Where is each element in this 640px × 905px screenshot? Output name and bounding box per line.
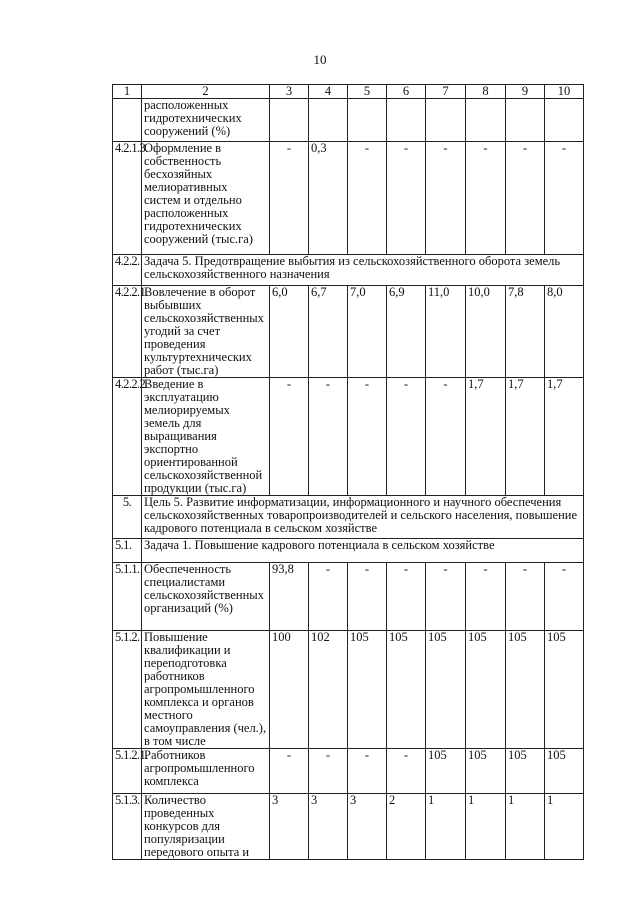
- table-row: [113, 286, 584, 378]
- value-cell: 3: [309, 794, 348, 860]
- column-number: 7: [426, 85, 466, 99]
- row-code: 5.1.2.: [113, 631, 142, 749]
- value-cell: -: [387, 142, 426, 255]
- table-row: [113, 563, 584, 631]
- table-row: [113, 631, 584, 749]
- indicator-name: Введение в эксплуатацию мелиорируемых земель для выращивания экспортно ориентированной сельскохозяйственной продукции (тыс.га): [142, 378, 270, 496]
- table-row: [113, 99, 584, 142]
- value-cell: -: [387, 749, 426, 794]
- value-cell: -: [426, 142, 466, 255]
- value-cell: -: [506, 142, 545, 255]
- task-heading: Задача 1. Повышение кадрового потенциала в сельском хозяйстве: [142, 539, 584, 563]
- value-cell: -: [348, 142, 387, 255]
- value-cell: 7,0: [348, 286, 387, 378]
- value-cell: 105: [387, 631, 426, 749]
- column-number: 1: [113, 85, 142, 99]
- goal-heading: Цель 5. Развитие информатизации, информационного и научного обеспечения сельскохозяйственных товаропроизводителей и сельского населения, повышение кадрового потенциала в сельском хозяйстве: [142, 496, 584, 539]
- column-number: 5: [348, 85, 387, 99]
- value-cell: 6,0: [270, 286, 309, 378]
- value-cell: -: [387, 563, 426, 631]
- row-code: 4.2.2.1.: [113, 286, 142, 378]
- value-cell: 1,7: [506, 378, 545, 496]
- value-cell: 100: [270, 631, 309, 749]
- row-code: 5.: [113, 496, 142, 539]
- value-cell: 6,9: [387, 286, 426, 378]
- table-row: [113, 749, 584, 794]
- value-cell: -: [387, 378, 426, 496]
- row-code: 5.1.3.: [113, 794, 142, 860]
- value-cell: -: [270, 142, 309, 255]
- indicator-name: Количество проведенных конкурсов для популяризации передового опыта и: [142, 794, 270, 860]
- indicator-name: Оформление в собственность бесхозяйных мелиоративных систем и отдельно расположенных гидротехнических сооружений (тыс.га): [142, 142, 270, 255]
- value-cell: -: [545, 142, 584, 255]
- table-row: [113, 794, 584, 860]
- row-code: [113, 99, 142, 142]
- column-number: 10: [545, 85, 584, 99]
- indicator-name: Обеспеченность специалистами сельскохозяйственных организаций (%): [142, 563, 270, 631]
- value-cell: -: [309, 378, 348, 496]
- column-number: 9: [506, 85, 545, 99]
- value-cell: 11,0: [426, 286, 466, 378]
- value-cell: 6,7: [309, 286, 348, 378]
- indicator-name: Вовлечение в оборот выбывших сельскохозяйственных угодий за счет проведения культуртехнических работ (тыс.га): [142, 286, 270, 378]
- value-cell: 1: [545, 794, 584, 860]
- value-cell: -: [309, 749, 348, 794]
- value-cell: 0,3: [309, 142, 348, 255]
- value-cell: [466, 99, 506, 142]
- value-cell: 105: [506, 749, 545, 794]
- value-cell: 93,8: [270, 563, 309, 631]
- column-number: 3: [270, 85, 309, 99]
- value-cell: [387, 99, 426, 142]
- value-cell: -: [348, 563, 387, 631]
- value-cell: -: [506, 563, 545, 631]
- value-cell: 1: [466, 794, 506, 860]
- value-cell: -: [426, 378, 466, 496]
- value-cell: [426, 99, 466, 142]
- column-number: 6: [387, 85, 426, 99]
- value-cell: 105: [348, 631, 387, 749]
- value-cell: [309, 99, 348, 142]
- row-code: 4.2.2.2.: [113, 378, 142, 496]
- value-cell: -: [466, 142, 506, 255]
- value-cell: 105: [545, 749, 584, 794]
- value-cell: 1: [506, 794, 545, 860]
- table-row: [113, 539, 584, 563]
- row-code: 4.2.2.: [113, 255, 142, 286]
- table-row: [113, 378, 584, 496]
- value-cell: 1: [426, 794, 466, 860]
- value-cell: 105: [426, 749, 466, 794]
- value-cell: 3: [270, 794, 309, 860]
- row-code: 5.1.: [113, 539, 142, 563]
- column-number: 4: [309, 85, 348, 99]
- value-cell: 105: [466, 749, 506, 794]
- row-code: 5.1.2.1.: [113, 749, 142, 794]
- value-cell: [506, 99, 545, 142]
- value-cell: 8,0: [545, 286, 584, 378]
- value-cell: 3: [348, 794, 387, 860]
- indicator-name: Работников агропромышленного комплекса: [142, 749, 270, 794]
- value-cell: 2: [387, 794, 426, 860]
- value-cell: [545, 99, 584, 142]
- indicators-table: [112, 84, 584, 860]
- table-row: [113, 496, 584, 539]
- value-cell: -: [348, 378, 387, 496]
- value-cell: 7,8: [506, 286, 545, 378]
- indicator-name: расположенных гидротехнических сооружений (%): [142, 99, 270, 142]
- page-number: 10: [313, 52, 327, 67]
- value-cell: 102: [309, 631, 348, 749]
- value-cell: -: [466, 563, 506, 631]
- row-code: 4.2.1.3.: [113, 142, 142, 255]
- value-cell: [348, 99, 387, 142]
- column-number: 2: [142, 85, 270, 99]
- value-cell: [270, 99, 309, 142]
- indicator-name: Повышение квалификации и переподготовка работников агропромышленного комплекса и органов местного самоуправления (чел.), в том числе: [142, 631, 270, 749]
- value-cell: 105: [545, 631, 584, 749]
- value-cell: -: [309, 563, 348, 631]
- column-numbers-row: [113, 85, 584, 99]
- value-cell: -: [270, 749, 309, 794]
- value-cell: 105: [506, 631, 545, 749]
- value-cell: 105: [466, 631, 506, 749]
- value-cell: -: [270, 378, 309, 496]
- value-cell: -: [426, 563, 466, 631]
- value-cell: -: [545, 563, 584, 631]
- value-cell: 105: [426, 631, 466, 749]
- column-number: 8: [466, 85, 506, 99]
- row-code: 5.1.1.: [113, 563, 142, 631]
- task-heading: Задача 5. Предотвращение выбытия из сельскохозяйственного оборота земель сельскохозяйственного назначения: [142, 255, 584, 286]
- value-cell: 10,0: [466, 286, 506, 378]
- table-row: [113, 255, 584, 286]
- value-cell: 1,7: [545, 378, 584, 496]
- value-cell: -: [348, 749, 387, 794]
- value-cell: 1,7: [466, 378, 506, 496]
- table-row: [113, 142, 584, 255]
